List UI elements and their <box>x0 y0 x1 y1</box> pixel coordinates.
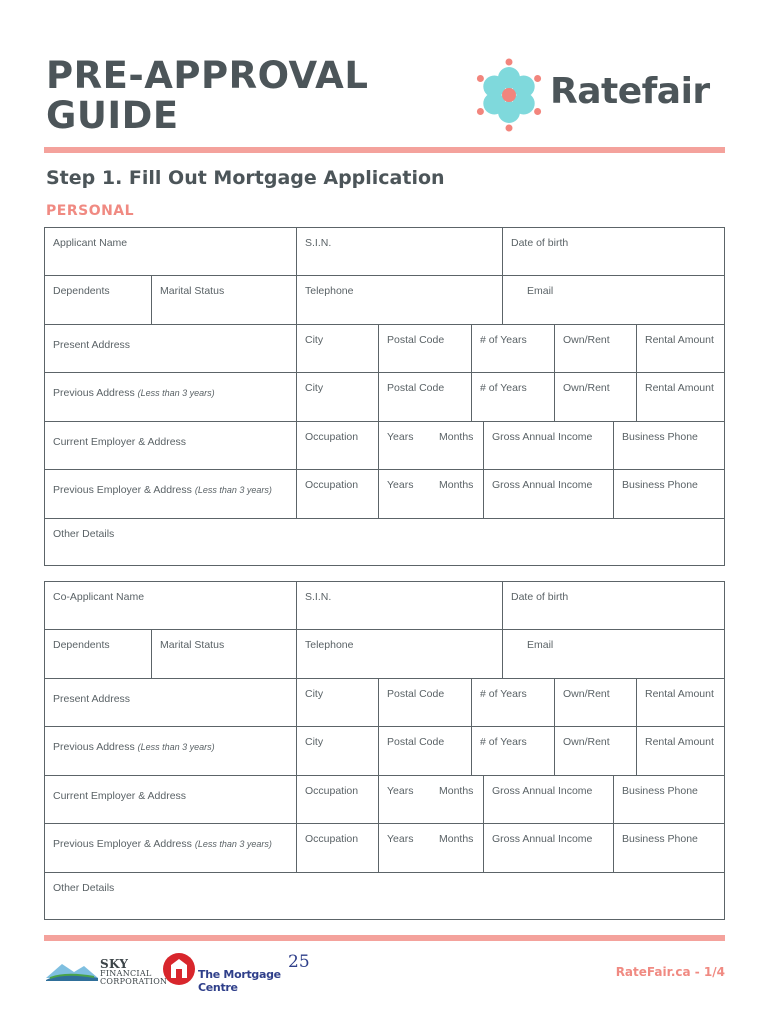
years-employed-field[interactable]: Years <box>378 422 431 469</box>
mortgage-centre-25-badge: 25 <box>288 952 310 972</box>
present-address-field[interactable]: Present Address <box>53 693 131 705</box>
coapplicant-name-field[interactable]: Co-Applicant Name <box>53 591 145 603</box>
city-field[interactable]: City <box>296 373 378 421</box>
present-address-field[interactable]: Present Address <box>53 339 131 351</box>
months-employed-field[interactable]: Months <box>439 833 474 845</box>
page-footer-label: RateFair.ca - 1/4 <box>615 965 725 979</box>
header-divider <box>44 147 725 153</box>
form-row <box>45 582 724 630</box>
telephone-field[interactable]: Telephone <box>296 276 502 324</box>
gross-annual-income-field[interactable]: Gross Annual Income <box>483 776 613 823</box>
current-employer-field[interactable]: Current Employer & Address <box>53 790 187 802</box>
postal-code-field[interactable]: Postal Code <box>378 727 471 775</box>
form-row <box>45 679 724 727</box>
rental-amount-field[interactable]: Rental Amount <box>636 373 726 421</box>
own-rent-field[interactable]: Own/Rent <box>554 373 636 421</box>
section-label: PERSONAL <box>46 203 135 219</box>
mortgage-centre-logo-icon <box>162 952 196 986</box>
city-field[interactable]: City <box>296 679 378 726</box>
page-title <box>46 56 368 136</box>
form-row <box>45 373 724 422</box>
years-at-address-field[interactable]: # of Years <box>471 325 554 372</box>
form-row <box>45 519 724 567</box>
years-at-address-field[interactable]: # of Years <box>471 679 554 726</box>
form-row <box>45 325 724 373</box>
city-field[interactable]: City <box>296 727 378 775</box>
city-field[interactable]: City <box>296 325 378 372</box>
gross-annual-income-field[interactable]: Gross Annual Income <box>483 470 613 518</box>
title-line-2: GUIDE <box>46 94 179 137</box>
business-phone-field[interactable]: Business Phone <box>613 776 726 823</box>
applicant-name-field[interactable]: Applicant Name <box>53 237 128 249</box>
years-employed-field[interactable]: Years <box>378 470 431 518</box>
postal-code-field[interactable]: Postal Code <box>378 373 471 421</box>
email-field[interactable]: Email <box>502 630 726 678</box>
months-employed-field[interactable]: Months <box>439 431 474 443</box>
years-at-address-field[interactable]: # of Years <box>471 727 554 775</box>
business-phone-field[interactable]: Business Phone <box>613 470 726 518</box>
ratefair-wordmark: Ratefair <box>550 71 710 112</box>
marital-status-field[interactable]: Marital Status <box>151 276 296 324</box>
sky-financial-wordmark: SKY FINANCIAL CORPORATION <box>100 957 168 986</box>
marital-status-field[interactable]: Marital Status <box>151 630 296 678</box>
sin-field[interactable]: S.I.N. <box>296 228 502 275</box>
date-of-birth-field[interactable]: Date of birth <box>502 582 726 629</box>
years-employed-field[interactable]: Years <box>378 776 431 823</box>
footer-divider <box>44 935 725 941</box>
dependents-field[interactable]: Dependents <box>53 639 110 651</box>
months-employed-field[interactable]: Months <box>439 479 474 491</box>
sky-financial-logo-icon <box>44 956 100 982</box>
applicant-form <box>44 227 725 566</box>
months-employed-field[interactable]: Months <box>439 785 474 797</box>
sin-field[interactable]: S.I.N. <box>296 582 502 629</box>
form-row <box>45 776 724 824</box>
postal-code-field[interactable]: Postal Code <box>378 679 471 726</box>
previous-address-field[interactable]: Previous Address (Less than 3 years) <box>53 387 215 399</box>
telephone-field[interactable]: Telephone <box>296 630 502 678</box>
years-employed-field[interactable]: Years <box>378 824 431 872</box>
occupation-field[interactable]: Occupation <box>296 824 378 872</box>
previous-address-field[interactable]: Previous Address (Less than 3 years) <box>53 741 215 753</box>
form-row <box>45 470 724 519</box>
own-rent-field[interactable]: Own/Rent <box>554 727 636 775</box>
email-field[interactable]: Email <box>502 276 726 324</box>
ratefair-flower-icon <box>474 57 544 133</box>
gross-annual-income-field[interactable]: Gross Annual Income <box>483 824 613 872</box>
rental-amount-field[interactable]: Rental Amount <box>636 727 726 775</box>
own-rent-field[interactable]: Own/Rent <box>554 679 636 726</box>
mortgage-centre-wordmark: The Mortgage Centre <box>198 968 281 994</box>
form-row <box>45 873 724 921</box>
form-row <box>45 276 724 325</box>
form-row <box>45 422 724 470</box>
previous-employer-field[interactable]: Previous Employer & Address (Less than 3 years) <box>53 484 272 496</box>
postal-code-field[interactable]: Postal Code <box>378 325 471 372</box>
form-row <box>45 630 724 679</box>
form-row <box>45 727 724 776</box>
occupation-field[interactable]: Occupation <box>296 422 378 469</box>
business-phone-field[interactable]: Business Phone <box>613 422 726 469</box>
form-row <box>45 228 724 276</box>
other-details-field[interactable]: Other Details <box>53 882 115 894</box>
rental-amount-field[interactable]: Rental Amount <box>636 679 726 726</box>
business-phone-field[interactable]: Business Phone <box>613 824 726 872</box>
previous-employer-field[interactable]: Previous Employer & Address (Less than 3 years) <box>53 838 272 850</box>
ratefair-logo <box>474 57 734 133</box>
years-at-address-field[interactable]: # of Years <box>471 373 554 421</box>
coapplicant-form <box>44 581 725 920</box>
partner-logos <box>44 950 314 994</box>
other-details-field[interactable]: Other Details <box>53 528 115 540</box>
gross-annual-income-field[interactable]: Gross Annual Income <box>483 422 613 469</box>
step-title: Step 1. Fill Out Mortgage Application <box>46 167 445 189</box>
occupation-field[interactable]: Occupation <box>296 470 378 518</box>
form-row <box>45 824 724 873</box>
current-employer-field[interactable]: Current Employer & Address <box>53 436 187 448</box>
date-of-birth-field[interactable]: Date of birth <box>502 228 726 275</box>
occupation-field[interactable]: Occupation <box>296 776 378 823</box>
rental-amount-field[interactable]: Rental Amount <box>636 325 726 372</box>
own-rent-field[interactable]: Own/Rent <box>554 325 636 372</box>
title-line-1: PRE-APPROVAL <box>46 54 369 97</box>
dependents-field[interactable]: Dependents <box>53 285 110 297</box>
